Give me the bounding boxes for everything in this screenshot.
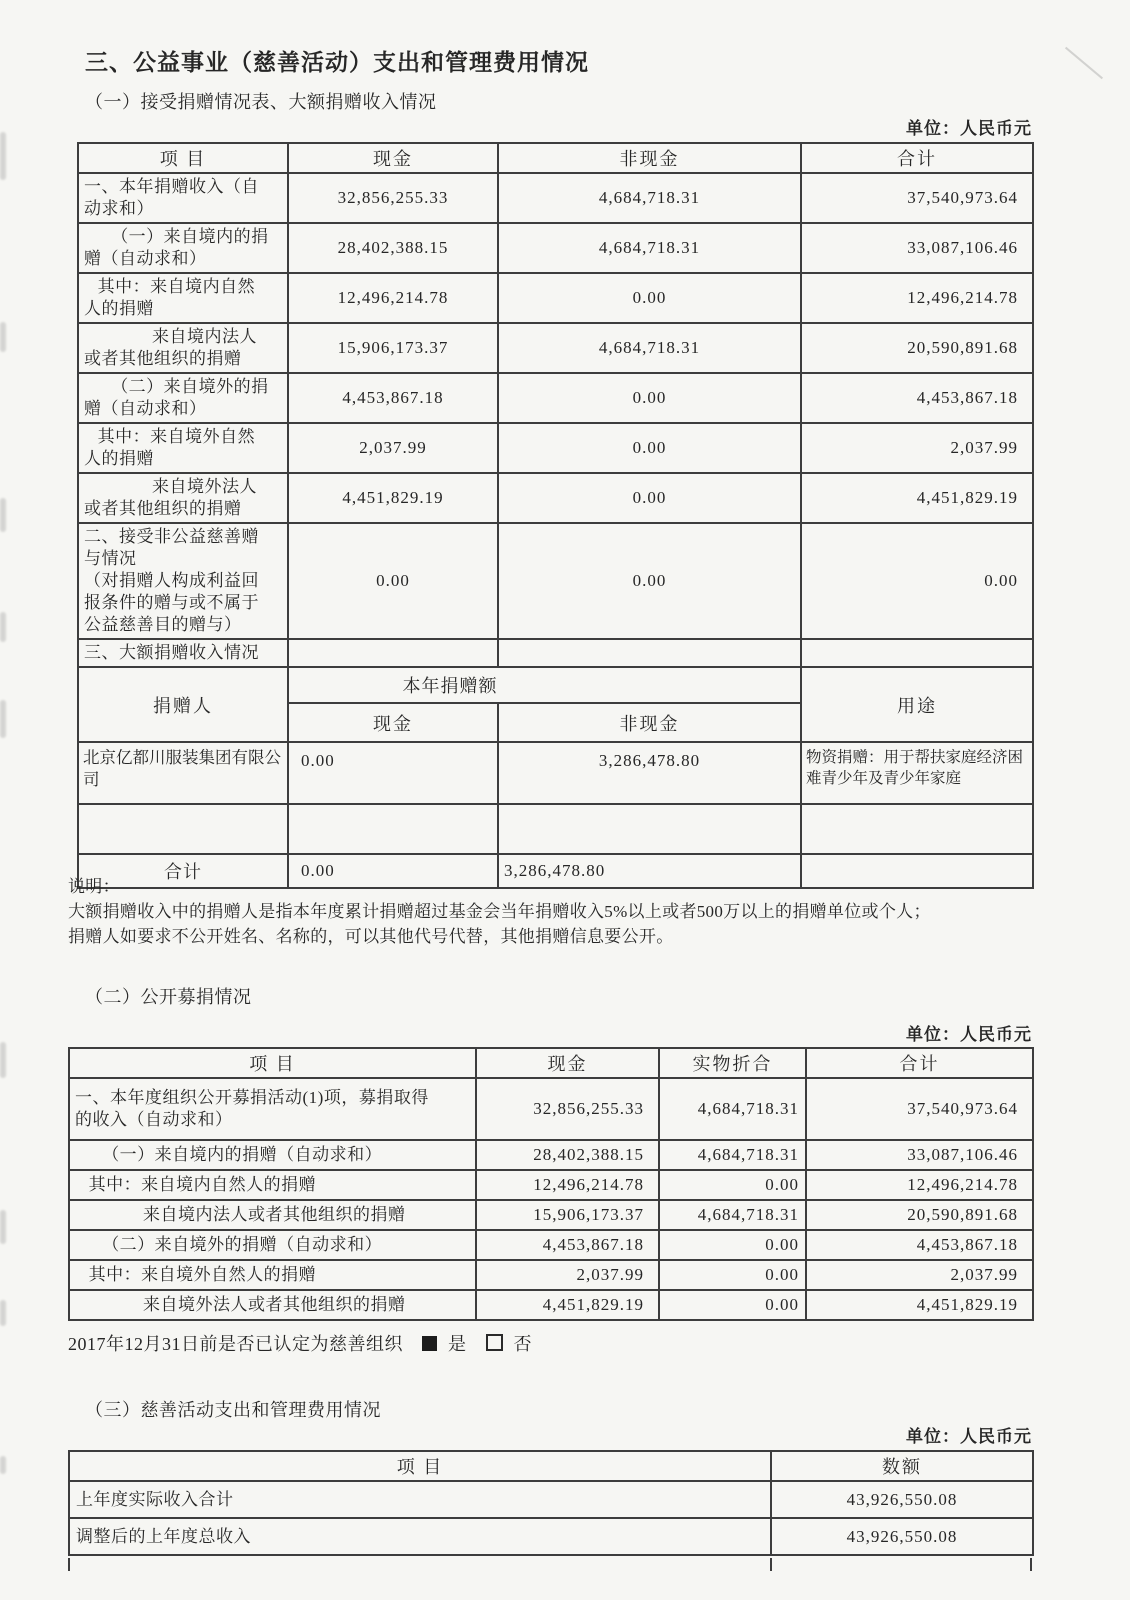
inkind-value: 0.00 [659, 1290, 806, 1320]
col-header-total: 合计 [801, 143, 1033, 173]
no-label: 否 [513, 1334, 532, 1354]
cash-value: 12,496,214.78 [288, 273, 498, 323]
donor-name [78, 804, 288, 854]
table-border-stub [1030, 1558, 1032, 1571]
row-label: （二）来自境外的捐赠（自动求和） [78, 373, 288, 423]
noncash-value: 4,684,718.31 [498, 323, 801, 373]
notes-line2: 捐赠人如要求不公开姓名、名称的，可以其他代号代替，其他捐赠信息要公开。 [68, 927, 674, 946]
table-row [69, 1518, 1033, 1555]
donor-purpose [801, 804, 1033, 854]
total-value: 33,087,106.46 [806, 1140, 1033, 1170]
col-header-item: 项 目 [78, 143, 288, 173]
noncash-value: 0.00 [498, 473, 801, 523]
col-header-inkind: 实物折合 [659, 1048, 806, 1078]
row-label: 其中：来自境外自然人的捐赠 [69, 1260, 476, 1290]
public-fundraising-table [68, 1047, 1034, 1321]
scan-artifact [0, 498, 6, 532]
cash-value: 0.00 [288, 523, 498, 639]
expenditure-table [68, 1450, 1034, 1556]
inkind-value: 4,684,718.31 [659, 1078, 806, 1140]
donor-noncash-value: 3,286,478.80 [498, 742, 801, 804]
scan-artifact [0, 612, 6, 642]
row-label-line1: 二、接受非公益慈善赠与情况 [84, 527, 259, 568]
total-value: 0.00 [801, 523, 1033, 639]
total-value: 37,540,973.64 [806, 1078, 1033, 1140]
row-label: 上年度实际收入合计 [69, 1481, 771, 1518]
table-row [69, 1140, 1033, 1170]
inkind-value: 4,684,718.31 [659, 1140, 806, 1170]
row-label: 来自境内法人或者其他组织的捐赠 [78, 323, 288, 373]
unit-label: 单位：人民币元 [906, 119, 1032, 138]
table-row [78, 323, 1033, 373]
scan-artifact [0, 132, 6, 180]
inkind-value: 4,684,718.31 [659, 1200, 806, 1230]
table-row [78, 273, 1033, 323]
cash-value: 12,496,214.78 [476, 1170, 659, 1200]
row-label: 其中：来自境内自然人的捐赠 [69, 1170, 476, 1200]
total-value: 4,451,829.19 [806, 1290, 1033, 1320]
donor-cash-value [288, 804, 498, 854]
table-row [69, 1290, 1033, 1320]
cash-value: 15,906,173.37 [476, 1200, 659, 1230]
notes-block [68, 874, 1048, 949]
table-border-stub [68, 1558, 70, 1571]
col-header-cash: 现金 [476, 1048, 659, 1078]
row-label: 其中：来自境内自然人的捐赠 [78, 273, 288, 323]
scan-artifact [0, 1456, 6, 1474]
total-value: 2,037.99 [801, 423, 1033, 473]
table-row [69, 1078, 1033, 1140]
cash-value: 32,856,255.33 [288, 173, 498, 223]
total-value: 20,590,891.68 [806, 1200, 1033, 1230]
table-row [78, 423, 1033, 473]
donor-cash-value: 0.00 [288, 742, 498, 804]
yes-checkbox [422, 1336, 437, 1351]
no-checkbox [486, 1334, 503, 1351]
table-row [78, 173, 1033, 223]
row-label: 一、本年度组织公开募捐活动(1)项，募捐取得的收入（自动求和） [69, 1078, 476, 1140]
table-row [69, 1200, 1033, 1230]
donor-total-label: 合计 [78, 854, 288, 888]
row-label: 其中：来自境外自然人的捐赠 [78, 423, 288, 473]
row-label-line2: （对捐赠人构成利益回报条件的赠与或不属于公益慈善目的赠与） [84, 571, 259, 634]
total-value: 4,451,829.19 [801, 473, 1033, 523]
table-border-stub [770, 1558, 772, 1571]
notes-title: 说明： [68, 877, 120, 896]
cash-value: 4,451,829.19 [476, 1290, 659, 1320]
amount-value: 43,926,550.08 [771, 1481, 1033, 1518]
col-header-cash: 现金 [288, 143, 498, 173]
noncash-value: 0.00 [498, 373, 801, 423]
charity-question-text: 2017年12月31日前是否已认定为慈善组织 [68, 1334, 403, 1354]
scan-artifact [0, 700, 6, 738]
donor-noncash-header: 非现金 [498, 703, 801, 742]
donor-row [78, 804, 1033, 854]
cash-value: 28,402,388.15 [476, 1140, 659, 1170]
cash-value [288, 639, 498, 667]
row-label: 来自境外法人或者其他组织的捐赠 [69, 1290, 476, 1320]
noncash-value: 4,684,718.31 [498, 223, 801, 273]
row-label: （一）来自境内的捐赠（自动求和） [78, 223, 288, 273]
scan-artifact [1065, 47, 1103, 79]
donor-table-header-row [78, 667, 1033, 703]
col-header-item: 项 目 [69, 1451, 771, 1481]
table-row [78, 523, 1033, 639]
row-label: 一、本年捐赠收入（自动求和） [78, 173, 288, 223]
scan-artifact [0, 1042, 6, 1078]
section2-heading: （二）公开募捐情况 [85, 987, 252, 1007]
cash-value: 15,906,173.37 [288, 323, 498, 373]
total-value: 2,037.99 [806, 1260, 1033, 1290]
row-label: 调整后的上年度总收入 [69, 1518, 771, 1555]
noncash-value [498, 639, 801, 667]
row-label: （一）来自境内的捐赠（自动求和） [69, 1140, 476, 1170]
inkind-value: 0.00 [659, 1230, 806, 1260]
scan-artifact [0, 322, 6, 352]
row-label [78, 523, 288, 639]
donor-row [78, 742, 1033, 804]
row-label: （二）来自境外的捐赠（自动求和） [69, 1230, 476, 1260]
cash-value: 2,037.99 [288, 423, 498, 473]
table-row [69, 1260, 1033, 1290]
noncash-value: 4,684,718.31 [498, 173, 801, 223]
total-value: 4,453,867.18 [806, 1230, 1033, 1260]
total-value: 20,590,891.68 [801, 323, 1033, 373]
donor-total-noncash: 3,286,478.80 [498, 854, 801, 888]
col-header-item: 项 目 [69, 1048, 476, 1078]
inkind-value: 0.00 [659, 1260, 806, 1290]
section1-heading: （一）接受捐赠情况表、大额捐赠收入情况 [85, 92, 437, 112]
notes-line1: 大额捐赠收入中的捐赠人是指本年度累计捐赠超过基金会当年捐赠收入5%以上或者500万以上的捐赠单位或个人； [68, 902, 931, 921]
cash-value: 4,453,867.18 [288, 373, 498, 423]
amount-value: 43,926,550.08 [771, 1518, 1033, 1555]
donor-header: 捐赠人 [78, 667, 288, 742]
donor-noncash-value [498, 804, 801, 854]
inkind-value: 0.00 [659, 1170, 806, 1200]
cash-value: 4,453,867.18 [476, 1230, 659, 1260]
donor-total-cash: 0.00 [288, 854, 498, 888]
table-row [78, 473, 1033, 523]
col-header-amount: 数额 [771, 1451, 1033, 1481]
cash-value: 28,402,388.15 [288, 223, 498, 273]
unit-label: 单位：人民币元 [906, 1427, 1032, 1446]
cash-value: 2,037.99 [476, 1260, 659, 1290]
row-label: 来自境内法人或者其他组织的捐赠 [69, 1200, 476, 1230]
total-value [801, 639, 1033, 667]
noncash-value: 0.00 [498, 423, 801, 473]
donations-received-table [77, 142, 1034, 889]
total-value: 37,540,973.64 [801, 173, 1033, 223]
row-label: 三、大额捐赠收入情况 [78, 639, 288, 667]
row-label: 来自境外法人或者其他组织的捐赠 [78, 473, 288, 523]
table-row [69, 1481, 1033, 1518]
purpose-header: 用途 [801, 667, 1033, 742]
table-row [78, 639, 1033, 667]
table-row [69, 1230, 1033, 1260]
col-header-noncash: 非现金 [498, 143, 801, 173]
unit-label: 单位：人民币元 [906, 1025, 1032, 1044]
page-title: 三、公益事业（慈善活动）支出和管理费用情况 [85, 50, 589, 75]
total-value: 12,496,214.78 [801, 273, 1033, 323]
yes-label: 是 [448, 1334, 467, 1354]
donor-name: 北京亿都川服装集团有限公司 [78, 742, 288, 804]
annual-amount-header: 本年捐赠额 [288, 667, 801, 703]
scan-artifact [0, 1300, 6, 1326]
scan-artifact [0, 1210, 6, 1244]
cash-value: 32,856,255.33 [476, 1078, 659, 1140]
total-value: 12,496,214.78 [806, 1170, 1033, 1200]
table-row [78, 373, 1033, 423]
section3-heading: （三）慈善活动支出和管理费用情况 [85, 1400, 381, 1420]
noncash-value: 0.00 [498, 523, 801, 639]
total-value: 33,087,106.46 [801, 223, 1033, 273]
charity-recognition-line [68, 1330, 532, 1356]
donor-cash-header: 现金 [288, 703, 498, 742]
col-header-total: 合计 [806, 1048, 1033, 1078]
total-value: 4,453,867.18 [801, 373, 1033, 423]
cash-value: 4,451,829.19 [288, 473, 498, 523]
noncash-value: 0.00 [498, 273, 801, 323]
table-row [69, 1170, 1033, 1200]
table-row [78, 223, 1033, 273]
donor-purpose: 物资捐赠：用于帮扶家庭经济困难青少年及青少年家庭 [801, 742, 1033, 804]
